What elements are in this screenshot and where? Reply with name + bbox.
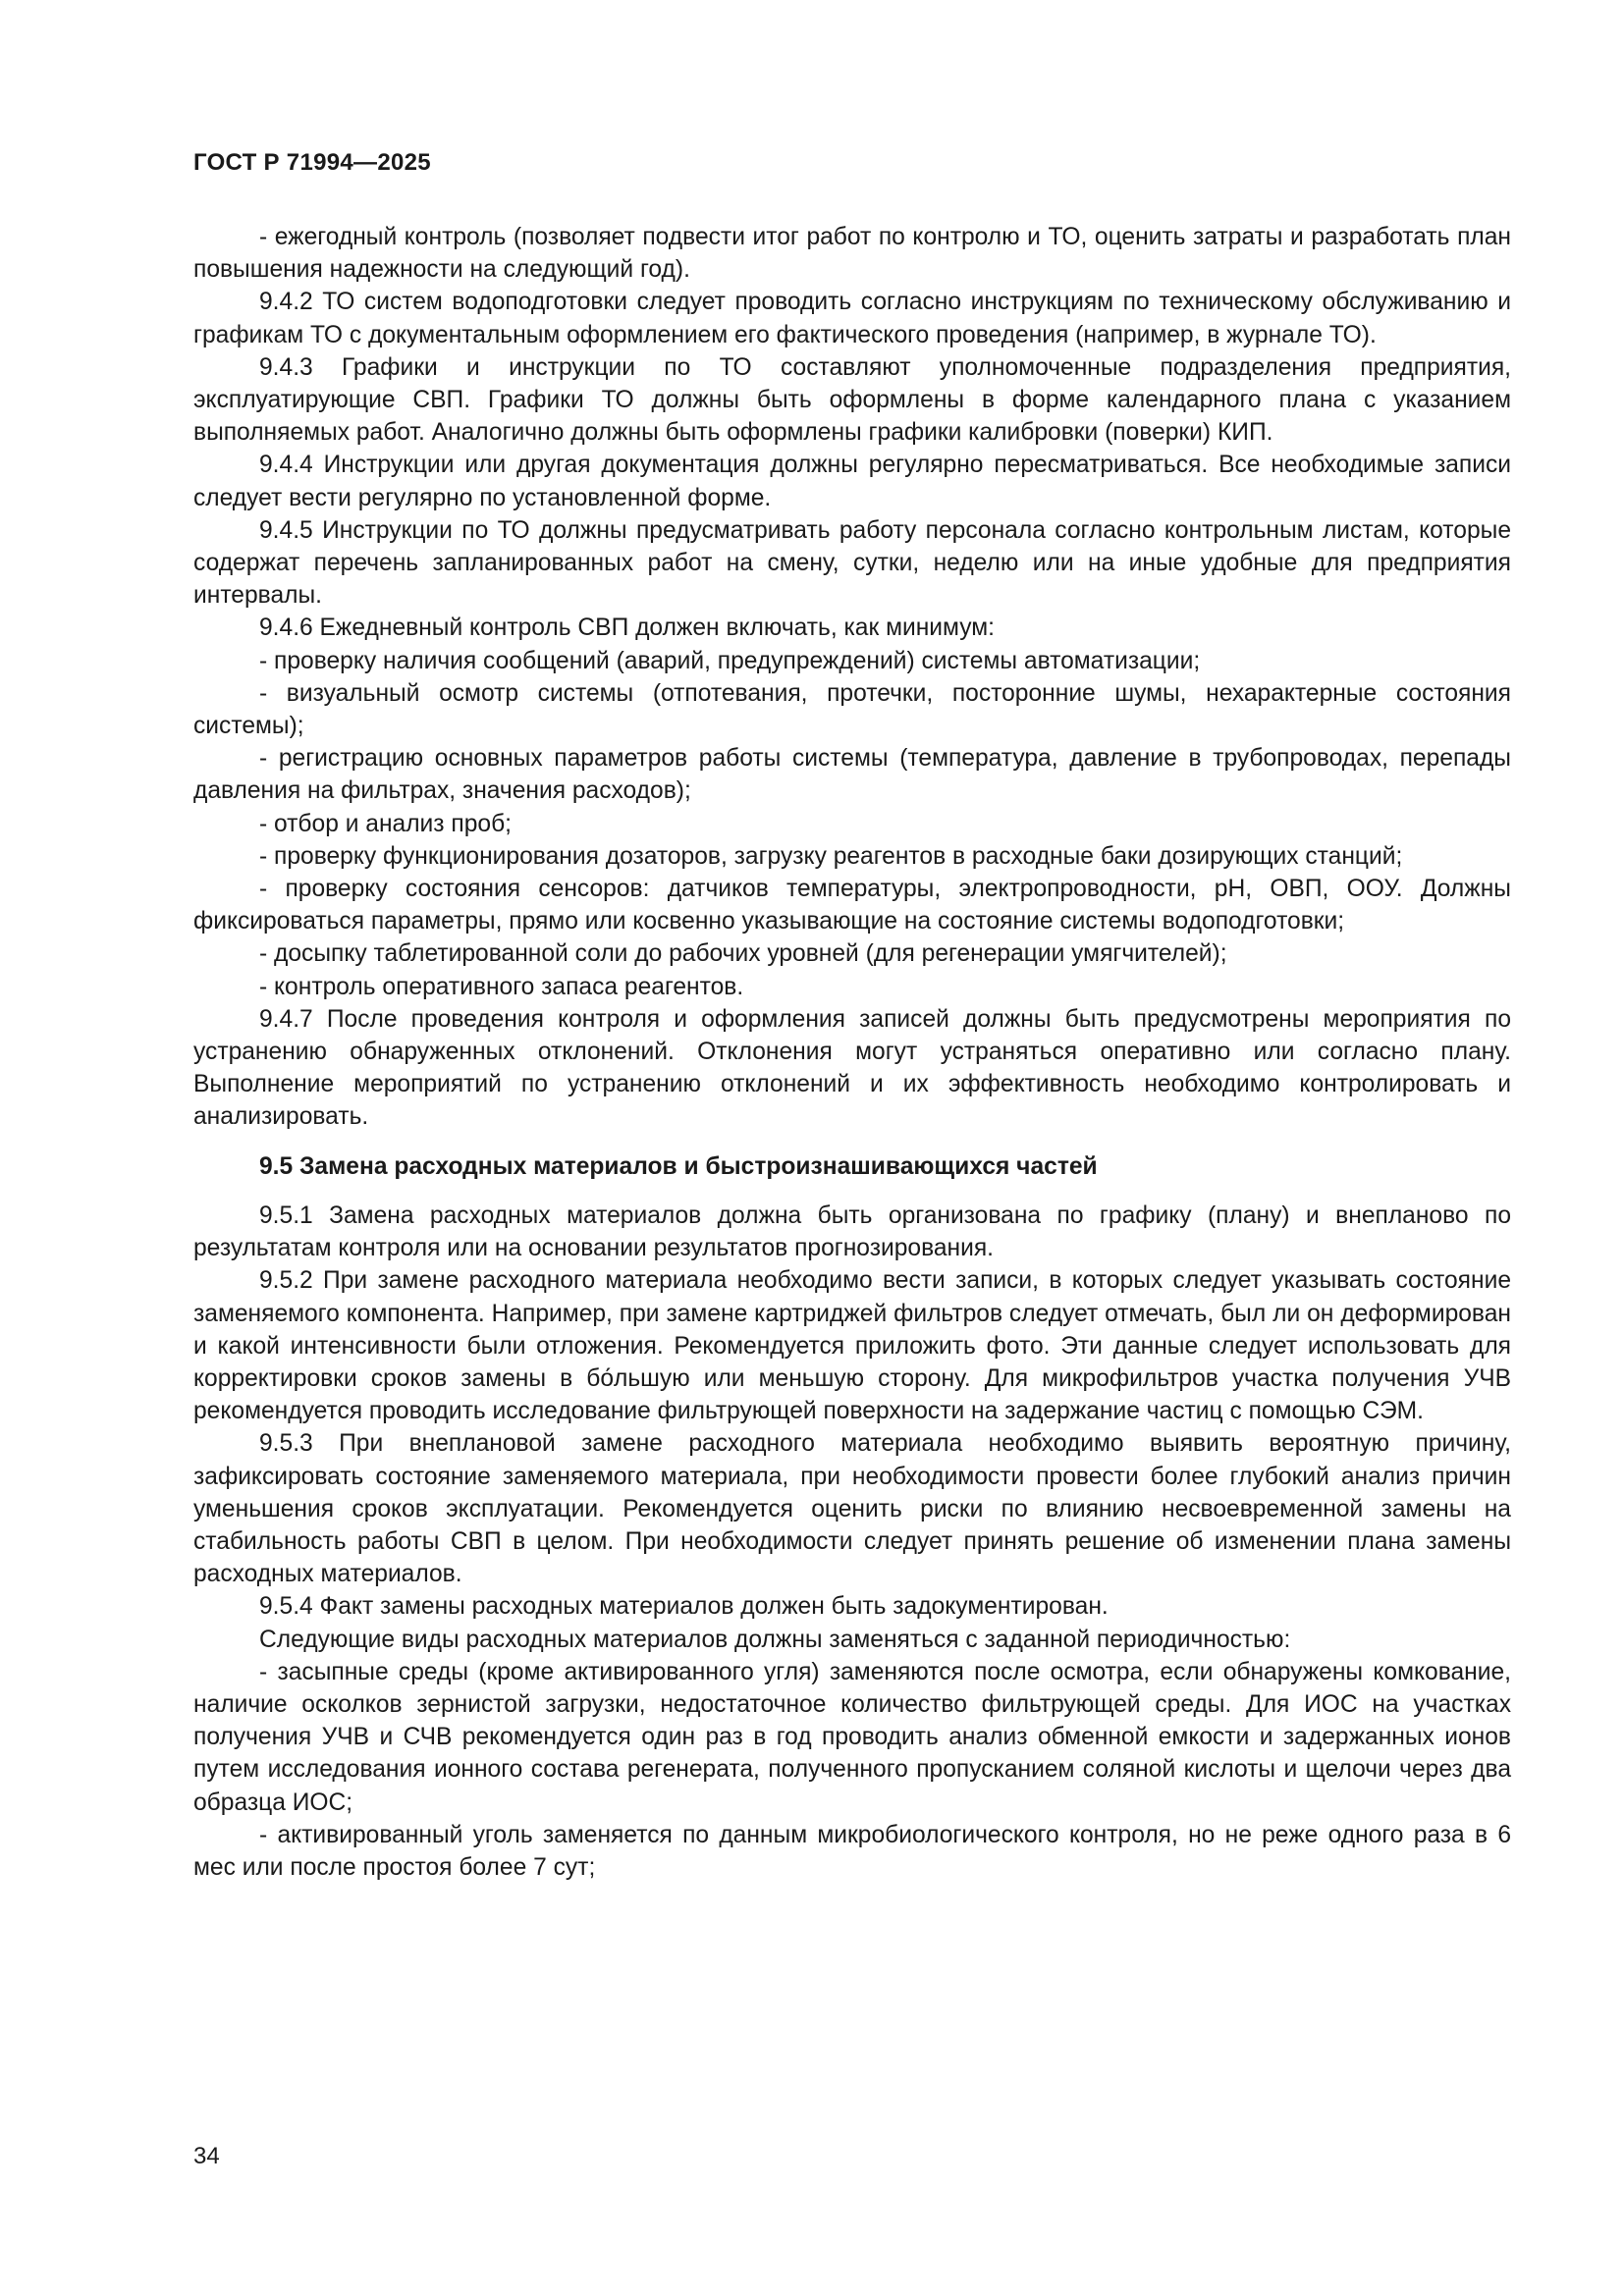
document-header: ГОСТ Р 71994—2025 [193, 149, 431, 176]
paragraph: 9.5.1 Замена расходных материалов должна быть организована по графику (плану) и внепланово по результатам контроля или на основании результатов прогнозирования. [193, 1201, 1511, 1262]
paragraph: 9.5.4 Факт замены расходных материалов должен быть задокументирован. [259, 1593, 1109, 1621]
paragraph: 9.4.2 ТО систем водоподготовки следует проводить согласно инструкциям по техническому обслуживанию и графикам ТО с документальным оформлением его фактического проведения (например, в журнале ТО). [193, 289, 1511, 348]
list-item: - засыпные среды (кроме активированного угля) заменяются после осмотра, если обнаружены комкование, наличие осколков зернистой загрузки, недостаточное количество фильтрующей среды. Для ИОС на участках получения УЧВ и СЧВ рекомендуется один раз в год проводить анализ обменной емкости и задержанных ионов путем исследования ионного состава регенерата, полученного пропусканием соляной кислоты и щелочи через два образца ИОС; [193, 1658, 1511, 1816]
list-item: - проверку состояния сенсоров: датчиков температуры, электропроводности, рН, ОВП, ООУ. Должны фиксироваться параметры, прямо или косвенно указывающие на состояние системы водоподготовки; [193, 876, 1511, 935]
list-item: - отбор и анализ проб; [259, 810, 512, 837]
list-item: - проверку наличия сообщений (аварий, предупреждений) системы автоматизации; [259, 647, 1201, 674]
paragraph: 9.4.6 Ежедневный контроль СВП должен включать, как минимум: [259, 614, 995, 642]
paragraph: 9.5.2 При замене расходного материала необходимо вести записи, в которых следует указывать состояние заменяемого компонента. Например, при замене картриджей фильтров следует отмечать, был ли он деформирован и какой интенсивности были отложения. Рекомендуется приложить фото. Эти данные следует использовать для корректировки сроков замены в бо́льшую или меньшую сторону. Для микрофильтров участка получения УЧВ рекомендуется проводить исследование фильтрующей поверхности на задержание частиц с помощью СЭМ. [193, 1267, 1511, 1425]
list-item: - контроль оперативного запаса реагентов. [259, 973, 744, 1000]
list-item: - визуальный осмотр системы (отпотевания, протечки, посторонние шумы, нехарактерные состояния системы); [193, 679, 1511, 740]
page-body [193, 221, 1511, 1884]
page-number: 34 [193, 2143, 220, 2169]
paragraph: Следующие виды расходных материалов должны заменяться с заданной периодичностью: [259, 1626, 1291, 1653]
paragraph: 9.4.4 Инструкции или другая документация должны регулярно пересматриваться. Все необходимые записи следует вести регулярно по установленной форме. [193, 452, 1511, 511]
list-item: - досыпку таблетированной соли до рабочих уровней (для регенерации умягчителей); [259, 940, 1227, 968]
paragraph: - ежегодный контроль (позволяет подвести итог работ по контролю и ТО, оценить затраты и разработать план повышения надежности на следующий год). [193, 224, 1511, 284]
section-heading: 9.5 Замена расходных материалов и быстроизнашивающихся частей [259, 1152, 1098, 1180]
list-item: - активированный уголь заменяется по данным микробиологического контроля, но не реже одного раза в 6 мес или после простоя более 7 сут; [193, 1821, 1511, 1881]
paragraph: 9.4.3 Графики и инструкции по ТО составляют уполномоченные подразделения предприятия, эксплуатирующие СВП. Графики ТО должны быть оформлены в форме календарного плана с указанием выполняемых работ. Аналогично должны быть оформлены графики калибровки (поверки) КИП. [193, 353, 1511, 447]
paragraph: 9.4.5 Инструкции по ТО должны предусматривать работу персонала согласно контрольным листам, которые содержат перечень запланированных работ на смену, сутки, неделю или на иные удобные для предприятия интервалы. [193, 516, 1511, 610]
list-item: - проверку функционирования дозаторов, загрузку реагентов в расходные баки дозирующих станций; [259, 842, 1403, 870]
paragraph: 9.5.3 При внеплановой замене расходного материала необходимо выявить вероятную причину, зафиксировать состояние заменяемого материала, при необходимости провести более глубокий анализ причин уменьшения сроков эксплуатации. Рекомендуется оценить риски по влиянию несвоевременной замены на стабильность работы СВП в целом. При необходимости следует принять решение об изменении плана замены расходных материалов. [193, 1430, 1511, 1588]
paragraph: 9.4.7 После проведения контроля и оформления записей должны быть предусмотрены мероприятия по устранению обнаруженных отклонений. Отклонения могут устраняться оперативно или согласно плану. Выполнение мероприятий по устранению отклонений и их эффективность необходимо контролировать и анализировать. [193, 1005, 1511, 1131]
list-item: - регистрацию основных параметров работы системы (температура, давление в трубопроводах, перепады давления на фильтрах, значения расходов); [193, 745, 1511, 805]
